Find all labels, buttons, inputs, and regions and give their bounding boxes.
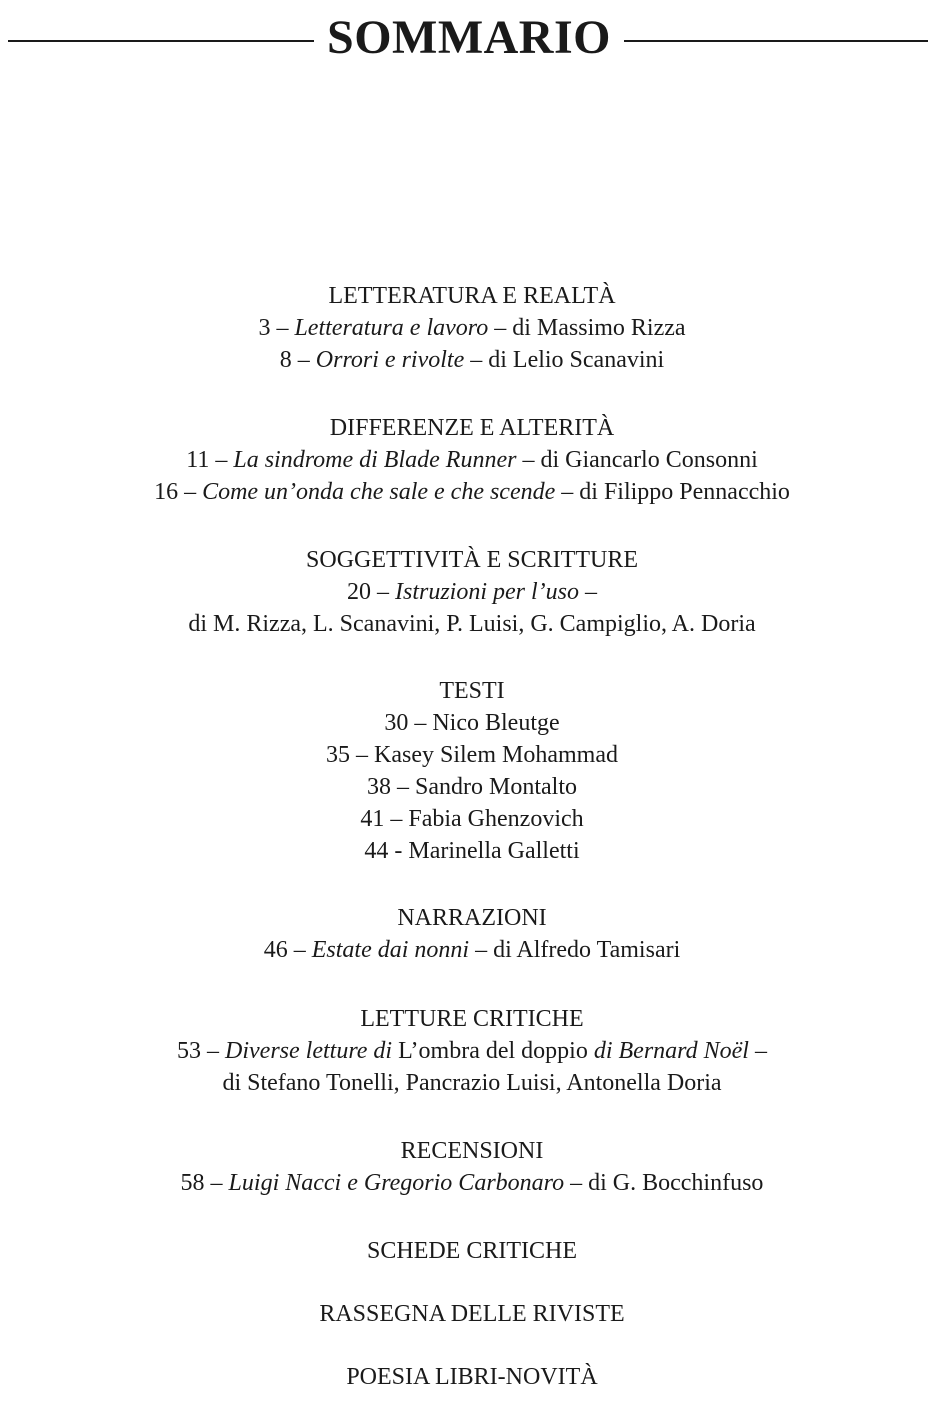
- toc-entry: 11 – La sindrome di Blade Runner – di Giancarlo Consonni: [186, 447, 758, 473]
- section-recensioni: [0, 1135, 944, 1199]
- section-poesia-libri-novita: [0, 1361, 944, 1393]
- section-title: DIFFERENZE E ALTERITÀ: [329, 415, 615, 441]
- section-differenze-e-alterita: [0, 412, 944, 508]
- toc-entry: 41 – Fabia Ghenzovich: [360, 806, 584, 832]
- toc-entry: 46 – Estate dai nonni – di Alfredo Tamisari: [263, 937, 681, 963]
- section-title: POESIA LIBRI-NOVITÀ: [346, 1364, 598, 1390]
- section-title: SCHEDE CRITICHE: [367, 1238, 577, 1264]
- toc-entry: 38 – Sandro Montalto: [367, 774, 577, 800]
- section-title: RECENSIONI: [400, 1138, 544, 1164]
- toc-entry: 30 – Nico Bleutge: [384, 710, 560, 736]
- section-title: RASSEGNA DELLE RIVISTE: [319, 1301, 625, 1327]
- toc-entry-authors: di M. Rizza, L. Scanavini, P. Luisi, G. Campiglio, A. Doria: [188, 611, 756, 637]
- section-title: NARRAZIONI: [397, 905, 547, 931]
- section-title: SOGGETTIVITÀ E SCRITTURE: [306, 547, 638, 573]
- header: [0, 8, 944, 68]
- toc-entry: 20 – Istruzioni per l’uso –: [346, 579, 597, 605]
- toc-entry: 53 – Diverse letture di L’ombra del doppio di Bernard Noël –: [177, 1038, 767, 1064]
- toc-entry: 58 – Luigi Nacci e Gregorio Carbonaro – di G. Bocchinfuso: [180, 1170, 764, 1196]
- section-title: LETTERATURA E REALTÀ: [328, 283, 616, 309]
- header-rule-left: [8, 40, 314, 42]
- toc-entry: 8 – Orrori e rivolte – di Lelio Scanavini: [279, 347, 665, 373]
- page-title: SOMMARIO: [327, 11, 611, 64]
- toc-entry: 35 – Kasey Silem Mohammad: [326, 742, 618, 768]
- section-letteratura-e-realta: [0, 280, 944, 376]
- section-title: LETTURE CRITICHE: [360, 1006, 584, 1032]
- section-schede-critiche: [0, 1235, 944, 1267]
- section-letture-critiche: [0, 1003, 944, 1099]
- section-rassegna-delle-riviste: [0, 1298, 944, 1330]
- toc-entry: 44 - Marinella Galletti: [364, 838, 580, 864]
- toc-entry: 3 – Letteratura e lavoro – di Massimo Rizza: [258, 315, 686, 341]
- toc-entry: 16 – Come un’onda che sale e che scende – di Filippo Pennacchio: [154, 479, 790, 505]
- section-title: TESTI: [439, 678, 505, 704]
- section-soggettivita-e-scritture: [0, 544, 944, 640]
- header-rule-right: [624, 40, 928, 42]
- toc-entry-authors: di Stefano Tonelli, Pancrazio Luisi, Antonella Doria: [222, 1070, 722, 1096]
- section-testi: [0, 675, 944, 867]
- section-narrazioni: [0, 902, 944, 966]
